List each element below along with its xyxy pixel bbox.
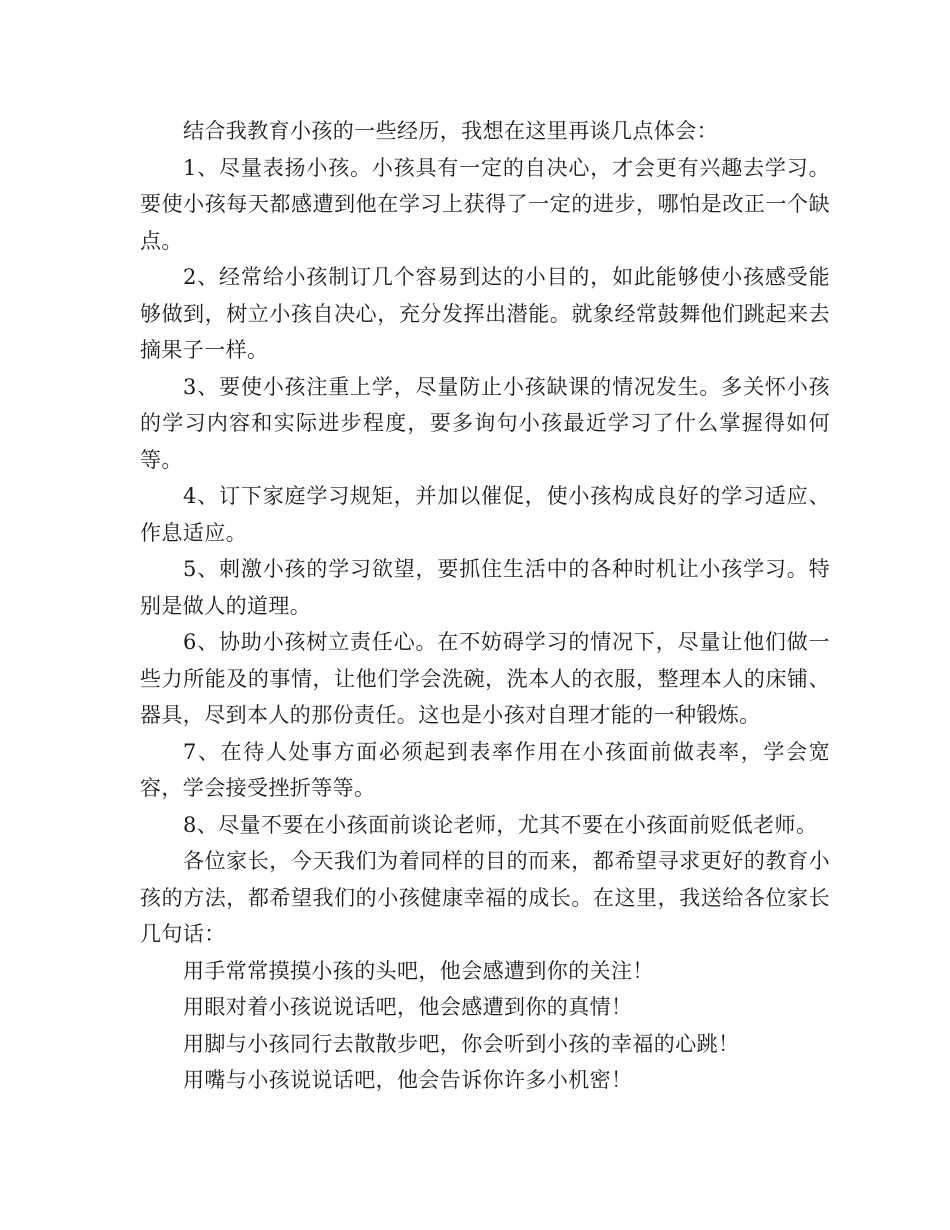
point-8-paragraph: 8、尽量不要在小孩面前谈论老师，尤其不要在小孩面前贬低老师。	[183, 812, 818, 837]
saying-4: 用嘴与小孩说说话吧，他会告诉你许多小机密！	[183, 1068, 633, 1092]
point-5-paragraph: 5、刺激小孩的学习欲望，要抓住生活中的各种时机让小孩学习。特别是做人的道理。	[140, 557, 830, 618]
point-1-paragraph: 1、尽量表扬小孩。小孩具有一定的自决心，才会更有兴趣去学习。要使小孩每天都感遭到他在学习上获得了一定的进步，哪怕是改正一个缺点。	[140, 155, 830, 253]
document-body	[140, 113, 830, 1099]
point-6-paragraph: 6、协助小孩树立责任心。在不妨碍学习的情况下，尽量让他们做一些力所能及的事情，让他们学会洗碗，洗本人的衣服，整理本人的床铺、器具，尽到本人的那份责任。这也是小孩对自理才能的一种锻炼。	[140, 630, 830, 727]
saying-3: 用脚与小孩同行去散散步吧，你会听到小孩的幸福的心跳！	[183, 1031, 740, 1056]
saying-1: 用手常常摸摸小孩的头吧，他会感遭到你的关注！	[183, 958, 654, 983]
intro-paragraph: 结合我教育小孩的一些经历，我想在这里再谈几点体会：	[183, 119, 718, 143]
saying-2: 用眼对着小孩说说话吧，他会感遭到你的真情！	[183, 995, 633, 1019]
point-4-paragraph: 4、订下家庭学习规矩，并加以催促，使小孩构成良好的学习适应、作息适应。	[140, 484, 830, 545]
closing-paragraph: 各位家长，今天我们为着同样的目的而来，都希望寻求更好的教育小孩的方法，都希望我们的小孩健康幸福的成长。在这里，我送给各位家长几句话：	[140, 849, 830, 946]
point-2-paragraph: 2、经常给小孩制订几个容易到达的小目的，如此能够使小孩感受能够做到，树立小孩自决心，充分发挥出潜能。就象经常鼓舞他们跳起来去摘果子一样。	[140, 265, 830, 362]
point-3-paragraph: 3、要使小孩注重上学，尽量防止小孩缺课的情况发生。多关怀小孩的学习内容和实际进步程度，要多询句小孩最近学习了什么掌握得如何等。	[140, 374, 830, 472]
point-7-paragraph: 7、在待人处事方面必须起到表率作用在小孩面前做表率，学会宽容，学会接受挫折等等。	[140, 739, 830, 800]
